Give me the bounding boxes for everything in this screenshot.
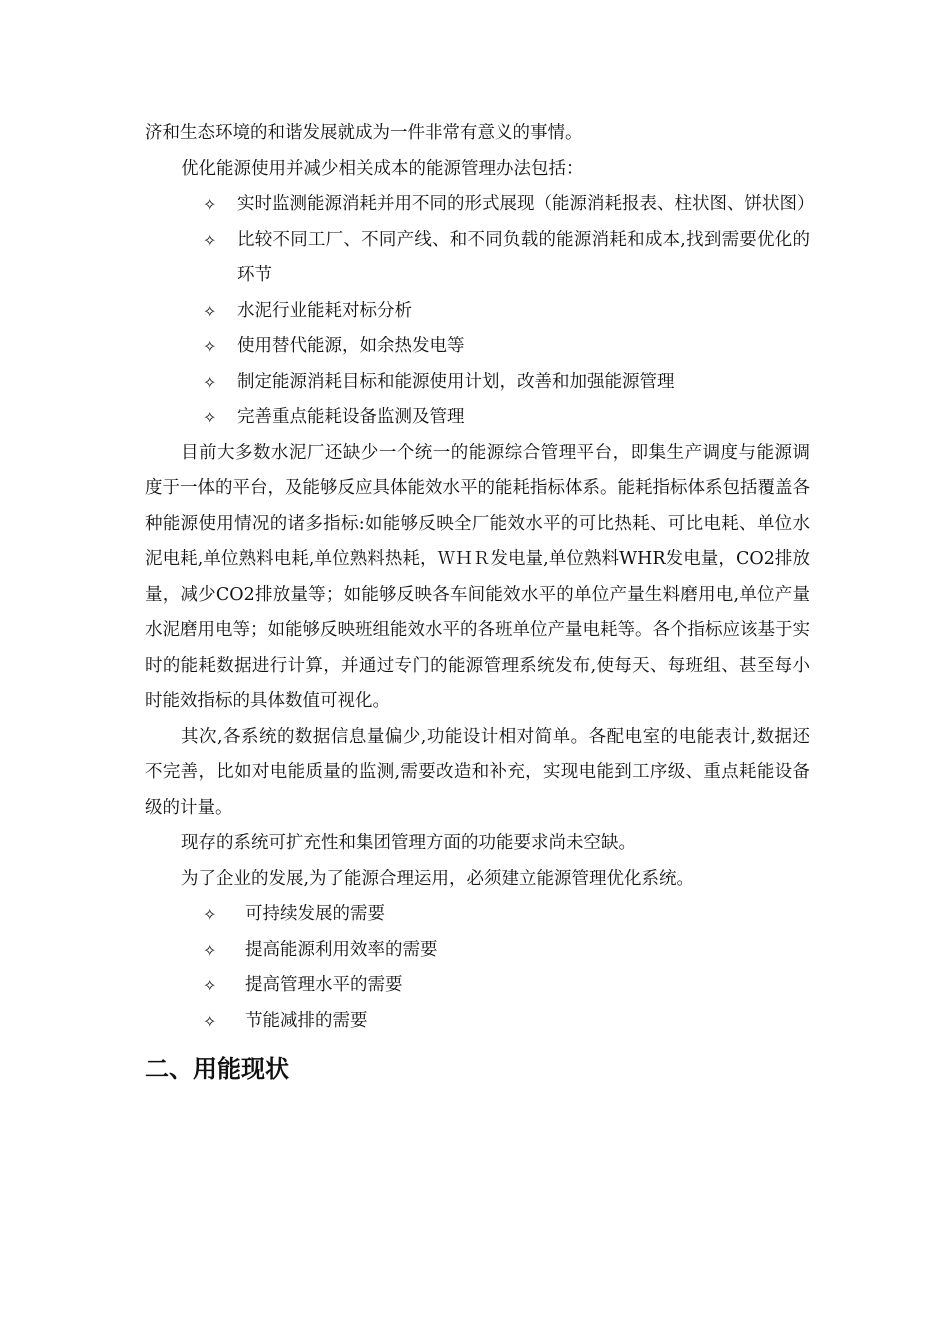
diamond-bullet-icon: ✧ <box>203 408 217 427</box>
list-item <box>145 1004 810 1040</box>
list-item-text: 完善重点能耗设备监测及管理 <box>237 407 465 427</box>
list-item <box>145 329 810 365</box>
list-item <box>145 968 810 1004</box>
intro-tail-line: 济和生态环境的和谐发展就成为一件非常有意义的事情。 <box>145 123 583 143</box>
list-item <box>145 933 810 969</box>
list-item-text: 实时监测能源消耗并用不同的形式展现（能源消耗报表、柱状图、饼状图） <box>237 194 815 214</box>
list-item <box>145 897 810 933</box>
list-item-text: 比较不同工厂、不同产线、和不同负载的能源消耗和成本,找到需要优化的环节 <box>237 229 810 285</box>
diamond-bullet-icon: ✧ <box>203 337 217 356</box>
needs-list <box>145 897 810 1039</box>
list-item <box>145 400 810 436</box>
paragraph-data-systems: 其次,各系统的数据信息量偏少,功能设计相对简单。各配电室的电能表计,数据还不完善，比如对电能质量的监测,需要改造和补充，实现电能到工序级、重点耗能设备级的计量。 <box>145 726 810 818</box>
methods-intro: 优化能源使用并减少相关成本的能源管理办法包括： <box>181 158 584 179</box>
diamond-bullet-icon: ✧ <box>203 372 217 392</box>
diamond-bullet-icon: ✧ <box>203 940 217 960</box>
list-item <box>145 223 810 294</box>
methods-list <box>145 187 815 436</box>
paragraph-energy-platform: 目前大多数水泥厂还缺少一个统一的能源综合管理平台，即集生产调度与能源调度于一体的平台，及能够反应具体能效水平的能耗指标体系。能耗指标体系包括覆盖各种能源使用情况的诸多指标:如能够反映全厂能效水平的可比热耗、可比电耗、单位水泥电耗,单位熟料电耗,单位熟料热耗，ＷＨＲ发电量,单位熟料WHR发电量，CO2排放量，减少CO2排放量等；如能够反映各车间能效水平的单位产量生料磨用电,单位产量水泥磨用电等；如能够反映班组能效水平的各班单位产量电耗等。各个指标应该基于实时的能耗数据进行计算，并通过专门的能源管理系统发布,使每天、每班组、甚至每小时能效指标的具体数值可视化。 <box>145 442 810 711</box>
list-item <box>145 294 810 330</box>
list-item-text: 使用替代能源，如余热发电等 <box>237 336 465 356</box>
list-item-text: 节能减排的需要 <box>245 1010 368 1031</box>
paragraph-extensibility: 现存的系统可扩充性和集团管理方面的功能要求尚未空缺。 <box>181 833 636 853</box>
document-page <box>145 116 815 1089</box>
diamond-bullet-icon: ✧ <box>203 976 217 995</box>
section-heading: 二、用能现状 <box>145 1055 289 1083</box>
list-item-text: 水泥行业能耗对标分析 <box>237 300 412 321</box>
list-item <box>145 365 810 401</box>
list-item <box>145 187 815 223</box>
list-item-text: 提高管理水平的需要 <box>245 975 403 995</box>
list-item-text: 制定能源消耗目标和能源使用计划，改善和加强能源管理 <box>237 371 675 392</box>
list-item-text: 可持续发展的需要 <box>245 904 385 924</box>
diamond-bullet-icon: ✧ <box>203 1011 217 1031</box>
diamond-bullet-icon: ✧ <box>203 195 217 214</box>
diamond-bullet-icon: ✧ <box>203 301 217 321</box>
diamond-bullet-icon: ✧ <box>203 230 217 250</box>
diamond-bullet-icon: ✧ <box>203 905 217 924</box>
paragraph-optimization-need: 为了企业的发展,为了能源合理运用，必须建立能源管理优化系统。 <box>181 868 695 889</box>
list-item-text: 提高能源利用效率的需要 <box>245 939 438 960</box>
